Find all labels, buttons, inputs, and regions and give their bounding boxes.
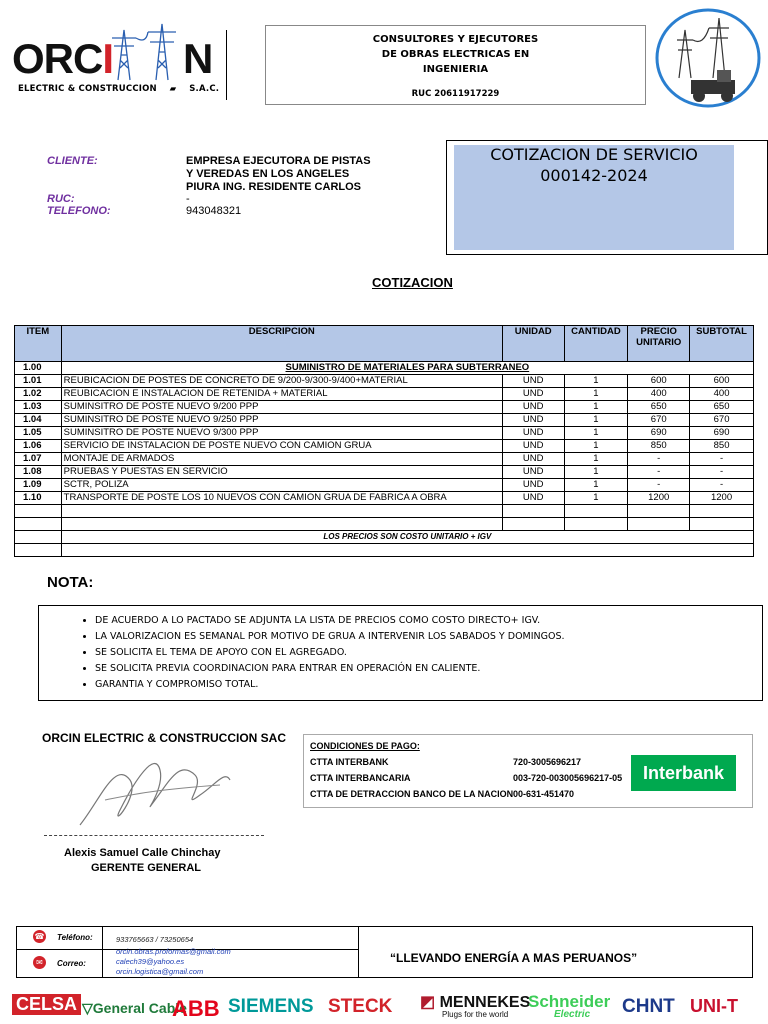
- payment-value-3: 00-631-451470: [513, 789, 575, 799]
- row-unit: UND: [502, 375, 564, 388]
- header-unidad: UNIDAD: [502, 326, 564, 362]
- table-row: [15, 401, 754, 414]
- row-qty: 1: [564, 401, 628, 414]
- table-row: [15, 479, 754, 492]
- row-unit: UND: [502, 466, 564, 479]
- row-desc: SUMINSITRO DE POSTE NUEVO 9/300 PPP: [61, 427, 502, 440]
- header-precio-unitario: PRECIO UNITARIO: [628, 326, 690, 362]
- cliente-line2: Y VEREDAS EN LOS ANGELES: [186, 168, 350, 180]
- row-subtotal: 1200: [690, 492, 754, 505]
- row-qty: 1: [564, 453, 628, 466]
- logo-text-c: N: [183, 35, 213, 82]
- row-unit: UND: [502, 492, 564, 505]
- row-qty: 1: [564, 375, 628, 388]
- row-unit: UND: [502, 388, 564, 401]
- empty-cell: [15, 505, 62, 518]
- footer-correo-label: Correo:: [57, 959, 86, 968]
- signature-icon: [60, 740, 250, 840]
- empty-cell: [15, 518, 62, 531]
- row-desc: PRUEBAS Y PUESTAS EN SERVICIO: [61, 466, 502, 479]
- nota-item: • SE SOLICITA EL TEMA DE APOYO CON EL AGREGADO.: [95, 645, 762, 661]
- cliente-line1: EMPRESA EJECUTORA DE PISTAS: [186, 155, 371, 167]
- empty-cell: [15, 544, 62, 557]
- logo-text-a: ORC: [12, 35, 103, 82]
- empty-cell: [61, 518, 502, 531]
- empty-row: [15, 505, 754, 518]
- section-title: COTIZACION: [372, 275, 453, 290]
- brand-strip: [10, 990, 760, 1024]
- empty-cell: [61, 544, 753, 557]
- brand-mennekes: [420, 992, 530, 1019]
- row-qty: 1: [564, 427, 628, 440]
- header-descripcion: DESCRIPCION: [61, 326, 502, 362]
- brand-general-cable-text: General Cable: [92, 1000, 187, 1016]
- header-title-line2: DE OBRAS ELECTRICAS EN: [381, 49, 530, 60]
- row-item: 1.07: [15, 453, 62, 466]
- header-cantidad: CANTIDAD: [564, 326, 628, 362]
- row-subtotal: -: [690, 466, 754, 479]
- nota-list: [39, 613, 762, 693]
- row-subtotal: -: [690, 453, 754, 466]
- signature-line: [44, 835, 264, 836]
- empty-row: [15, 544, 754, 557]
- brand-celsa: CELSA: [12, 994, 81, 1015]
- row-unit: UND: [502, 414, 564, 427]
- header-title-line1: CONSULTORES Y EJECUTORES: [372, 34, 539, 45]
- table-row: [15, 440, 754, 453]
- payment-box: [303, 734, 753, 808]
- empty-cell: [628, 505, 690, 518]
- logo-text-b: I: [102, 35, 114, 82]
- brand-chint: CHNT: [622, 996, 675, 1017]
- header-title-box: [265, 25, 646, 105]
- cliente-line3: PIURA ING. RESIDENTE CARLOS: [186, 181, 361, 193]
- mennekes-icon: ◩: [420, 994, 436, 1011]
- quote-number: 000142-2024: [540, 166, 648, 185]
- footer-correo-1: orcin.obras.proformas@gmail.com: [116, 947, 231, 956]
- cliente-value: [186, 155, 371, 194]
- header-item: ITEM: [15, 326, 62, 362]
- row-desc: SUMINSITRO DE POSTE NUEVO 9/250 PPP: [61, 414, 502, 427]
- nota-title: NOTA:: [47, 574, 94, 591]
- empty-cell: [564, 505, 628, 518]
- brand-steck: STECK: [328, 996, 393, 1017]
- telefono-label: TELEFONO:: [47, 205, 111, 217]
- empty-cell: [15, 531, 62, 544]
- quotation-table: [14, 325, 754, 557]
- payment-label-1: CTTA INTERBANK: [310, 757, 389, 767]
- quote-box: [454, 145, 734, 250]
- row-price: -: [628, 479, 690, 492]
- price-note-row: [15, 531, 754, 544]
- footer-telefono-value: 933765663 / 73250654: [116, 935, 194, 944]
- payment-title: CONDICIONES DE PAGO:: [310, 741, 420, 751]
- header-title-line3: INGENIERIA: [422, 64, 489, 75]
- telefono-value: 943048321: [186, 205, 242, 217]
- row-price: 690: [628, 427, 690, 440]
- empty-cell: [564, 518, 628, 531]
- ruc-label: RUC:: [47, 193, 75, 205]
- row-price: -: [628, 453, 690, 466]
- table-row: [15, 466, 754, 479]
- footer-correo-3: orcin.logistica@gmail.com: [116, 967, 204, 976]
- table-row: [15, 375, 754, 388]
- row-item: 1.06: [15, 440, 62, 453]
- table-row: [15, 427, 754, 440]
- section-row: [15, 362, 754, 375]
- row-subtotal: 690: [690, 427, 754, 440]
- payment-label-3: CTTA DE DETRACCION BANCO DE LA NACION: [310, 789, 514, 799]
- row-price: 1200: [628, 492, 690, 505]
- logo-divider: [226, 30, 227, 100]
- nota-item: • SE SOLICITA PREVIA COORDINACION PARA ENTRAR EN OPERACIÓN EN CALIENTE.: [95, 661, 762, 677]
- empty-cell: [690, 518, 754, 531]
- row-subtotal: 650: [690, 401, 754, 414]
- row-qty: 1: [564, 388, 628, 401]
- row-subtotal: 400: [690, 388, 754, 401]
- table-row: [15, 453, 754, 466]
- interbank-logo-text: Interbank: [642, 763, 725, 783]
- brand-schneider-sub: Electric: [554, 1009, 591, 1020]
- brand-schneider: [528, 992, 610, 1020]
- row-subtotal: -: [690, 479, 754, 492]
- row-unit: UND: [502, 453, 564, 466]
- brand-mennekes-text: MENNEKES: [439, 994, 531, 1011]
- row-item: 1.02: [15, 388, 62, 401]
- nota-box: [38, 605, 763, 701]
- row-unit: UND: [502, 479, 564, 492]
- row-qty: 1: [564, 479, 628, 492]
- row-desc: SCTR, POLIZA: [61, 479, 502, 492]
- signature-name: Alexis Samuel Calle Chinchay: [64, 847, 221, 859]
- nota-item: • GARANTIA Y COMPROMISO TOTAL.: [95, 677, 762, 693]
- table-row: [15, 492, 754, 505]
- contact-footer: [16, 926, 753, 978]
- table-row: [15, 414, 754, 427]
- row-item: 1.03: [15, 401, 62, 414]
- row-price: 600: [628, 375, 690, 388]
- row-desc: REUBICACION DE POSTES DE CONCRETO DE 9/200-9/300-9/400+MATERIAL: [61, 375, 502, 388]
- truck-icon: ▰: [169, 84, 177, 94]
- row-unit: UND: [502, 440, 564, 453]
- ruc-value: -: [186, 193, 190, 205]
- row-desc: SUMINSITRO DE POSTE NUEVO 9/200 PPP: [61, 401, 502, 414]
- nota-item: • LA VALORIZACION ES SEMANAL POR MOTIVO DE GRUA A INTERVENIR LOS SABADOS Y DOMINGOS.: [95, 629, 762, 645]
- row-price: 670: [628, 414, 690, 427]
- row-desc: SERVICIO DE INSTALACION DE POSTE NUEVO CON CAMION GRUA: [61, 440, 502, 453]
- table-row: [15, 388, 754, 401]
- row-qty: 1: [564, 492, 628, 505]
- row-desc: MONTAJE DE ARMADOS: [61, 453, 502, 466]
- row-qty: 1: [564, 466, 628, 479]
- empty-cell: [502, 505, 564, 518]
- brand-siemens: SIEMENS: [228, 996, 314, 1017]
- interbank-logo: [631, 755, 736, 791]
- section-desc: SUMINISTRO DE MATERIALES PARA SUBTERRANEO: [61, 362, 753, 375]
- row-item: 1.01: [15, 375, 62, 388]
- section-item: 1.00: [15, 362, 62, 375]
- footer-correo-2: calech39@yahoo.es: [116, 957, 185, 966]
- row-unit: UND: [502, 427, 564, 440]
- footer-slogan: “LLEVANDO ENERGÍA A MAS PERUANOS”: [390, 951, 638, 965]
- phone-icon: ☎: [34, 932, 45, 941]
- empty-cell: [690, 505, 754, 518]
- logo-sub-left: ELECTRIC & CONSTRUCCION: [18, 84, 157, 94]
- footer-telefono-label: Teléfono:: [57, 933, 93, 942]
- row-item: 1.10: [15, 492, 62, 505]
- row-subtotal: 600: [690, 375, 754, 388]
- logo-sub-right: S.A.C.: [189, 84, 220, 94]
- empty-row: [15, 518, 754, 531]
- mail-icon: ✉: [33, 956, 46, 969]
- brand-abb: ABB: [172, 996, 220, 1021]
- brand-unit: UNI-T: [690, 996, 738, 1016]
- quote-title: COTIZACION DE SERVICIO: [490, 145, 698, 164]
- header-subtotal: SUBTOTAL: [690, 326, 754, 362]
- row-unit: UND: [502, 401, 564, 414]
- row-subtotal: 670: [690, 414, 754, 427]
- row-price: 650: [628, 401, 690, 414]
- power-tower-icon: [100, 20, 190, 82]
- row-subtotal: 850: [690, 440, 754, 453]
- row-price: -: [628, 466, 690, 479]
- brand-mennekes-sub: Plugs for the world: [442, 1010, 509, 1019]
- row-item: 1.08: [15, 466, 62, 479]
- row-price: 400: [628, 388, 690, 401]
- row-desc: TRANSPORTE DE POSTE LOS 10 NUEVOS CON CAMION GRUA DE FABRICA A OBRA: [61, 492, 502, 505]
- signature-company: ORCIN ELECTRIC & CONSTRUCCION SAC: [42, 731, 287, 745]
- empty-cell: [502, 518, 564, 531]
- cliente-label: CLIENTE:: [47, 155, 98, 167]
- payment-label-2: CTTA INTERBANCARIA: [310, 773, 411, 783]
- row-item: 1.04: [15, 414, 62, 427]
- signature-role: GERENTE GENERAL: [91, 862, 202, 874]
- brand-schneider-text: Schneider: [528, 992, 611, 1011]
- row-item: 1.09: [15, 479, 62, 492]
- general-cable-icon: ▽: [82, 1000, 93, 1016]
- row-price: 850: [628, 440, 690, 453]
- price-note: LOS PRECIOS SON COSTO UNITARIO + IGV: [61, 531, 753, 544]
- row-desc: REUBICACION E INSTALACION DE RETENIDA + MATERIAL: [61, 388, 502, 401]
- row-item: 1.05: [15, 427, 62, 440]
- header-ruc: RUC 20611917229: [411, 89, 500, 99]
- nota-item: • DE ACUERDO A LO PACTADO SE ADJUNTA LA LISTA DE PRECIOS COMO COSTO DIRECTO+ IGV.: [95, 613, 762, 629]
- payment-value-1: 720-3005696217: [513, 757, 582, 767]
- payment-value-2: 003-720-003005696217-05: [513, 773, 623, 783]
- table-header-row: [15, 326, 754, 362]
- row-qty: 1: [564, 414, 628, 427]
- empty-cell: [628, 518, 690, 531]
- empty-cell: [61, 505, 502, 518]
- circle-emblem-icon: [655, 8, 761, 108]
- row-qty: 1: [564, 440, 628, 453]
